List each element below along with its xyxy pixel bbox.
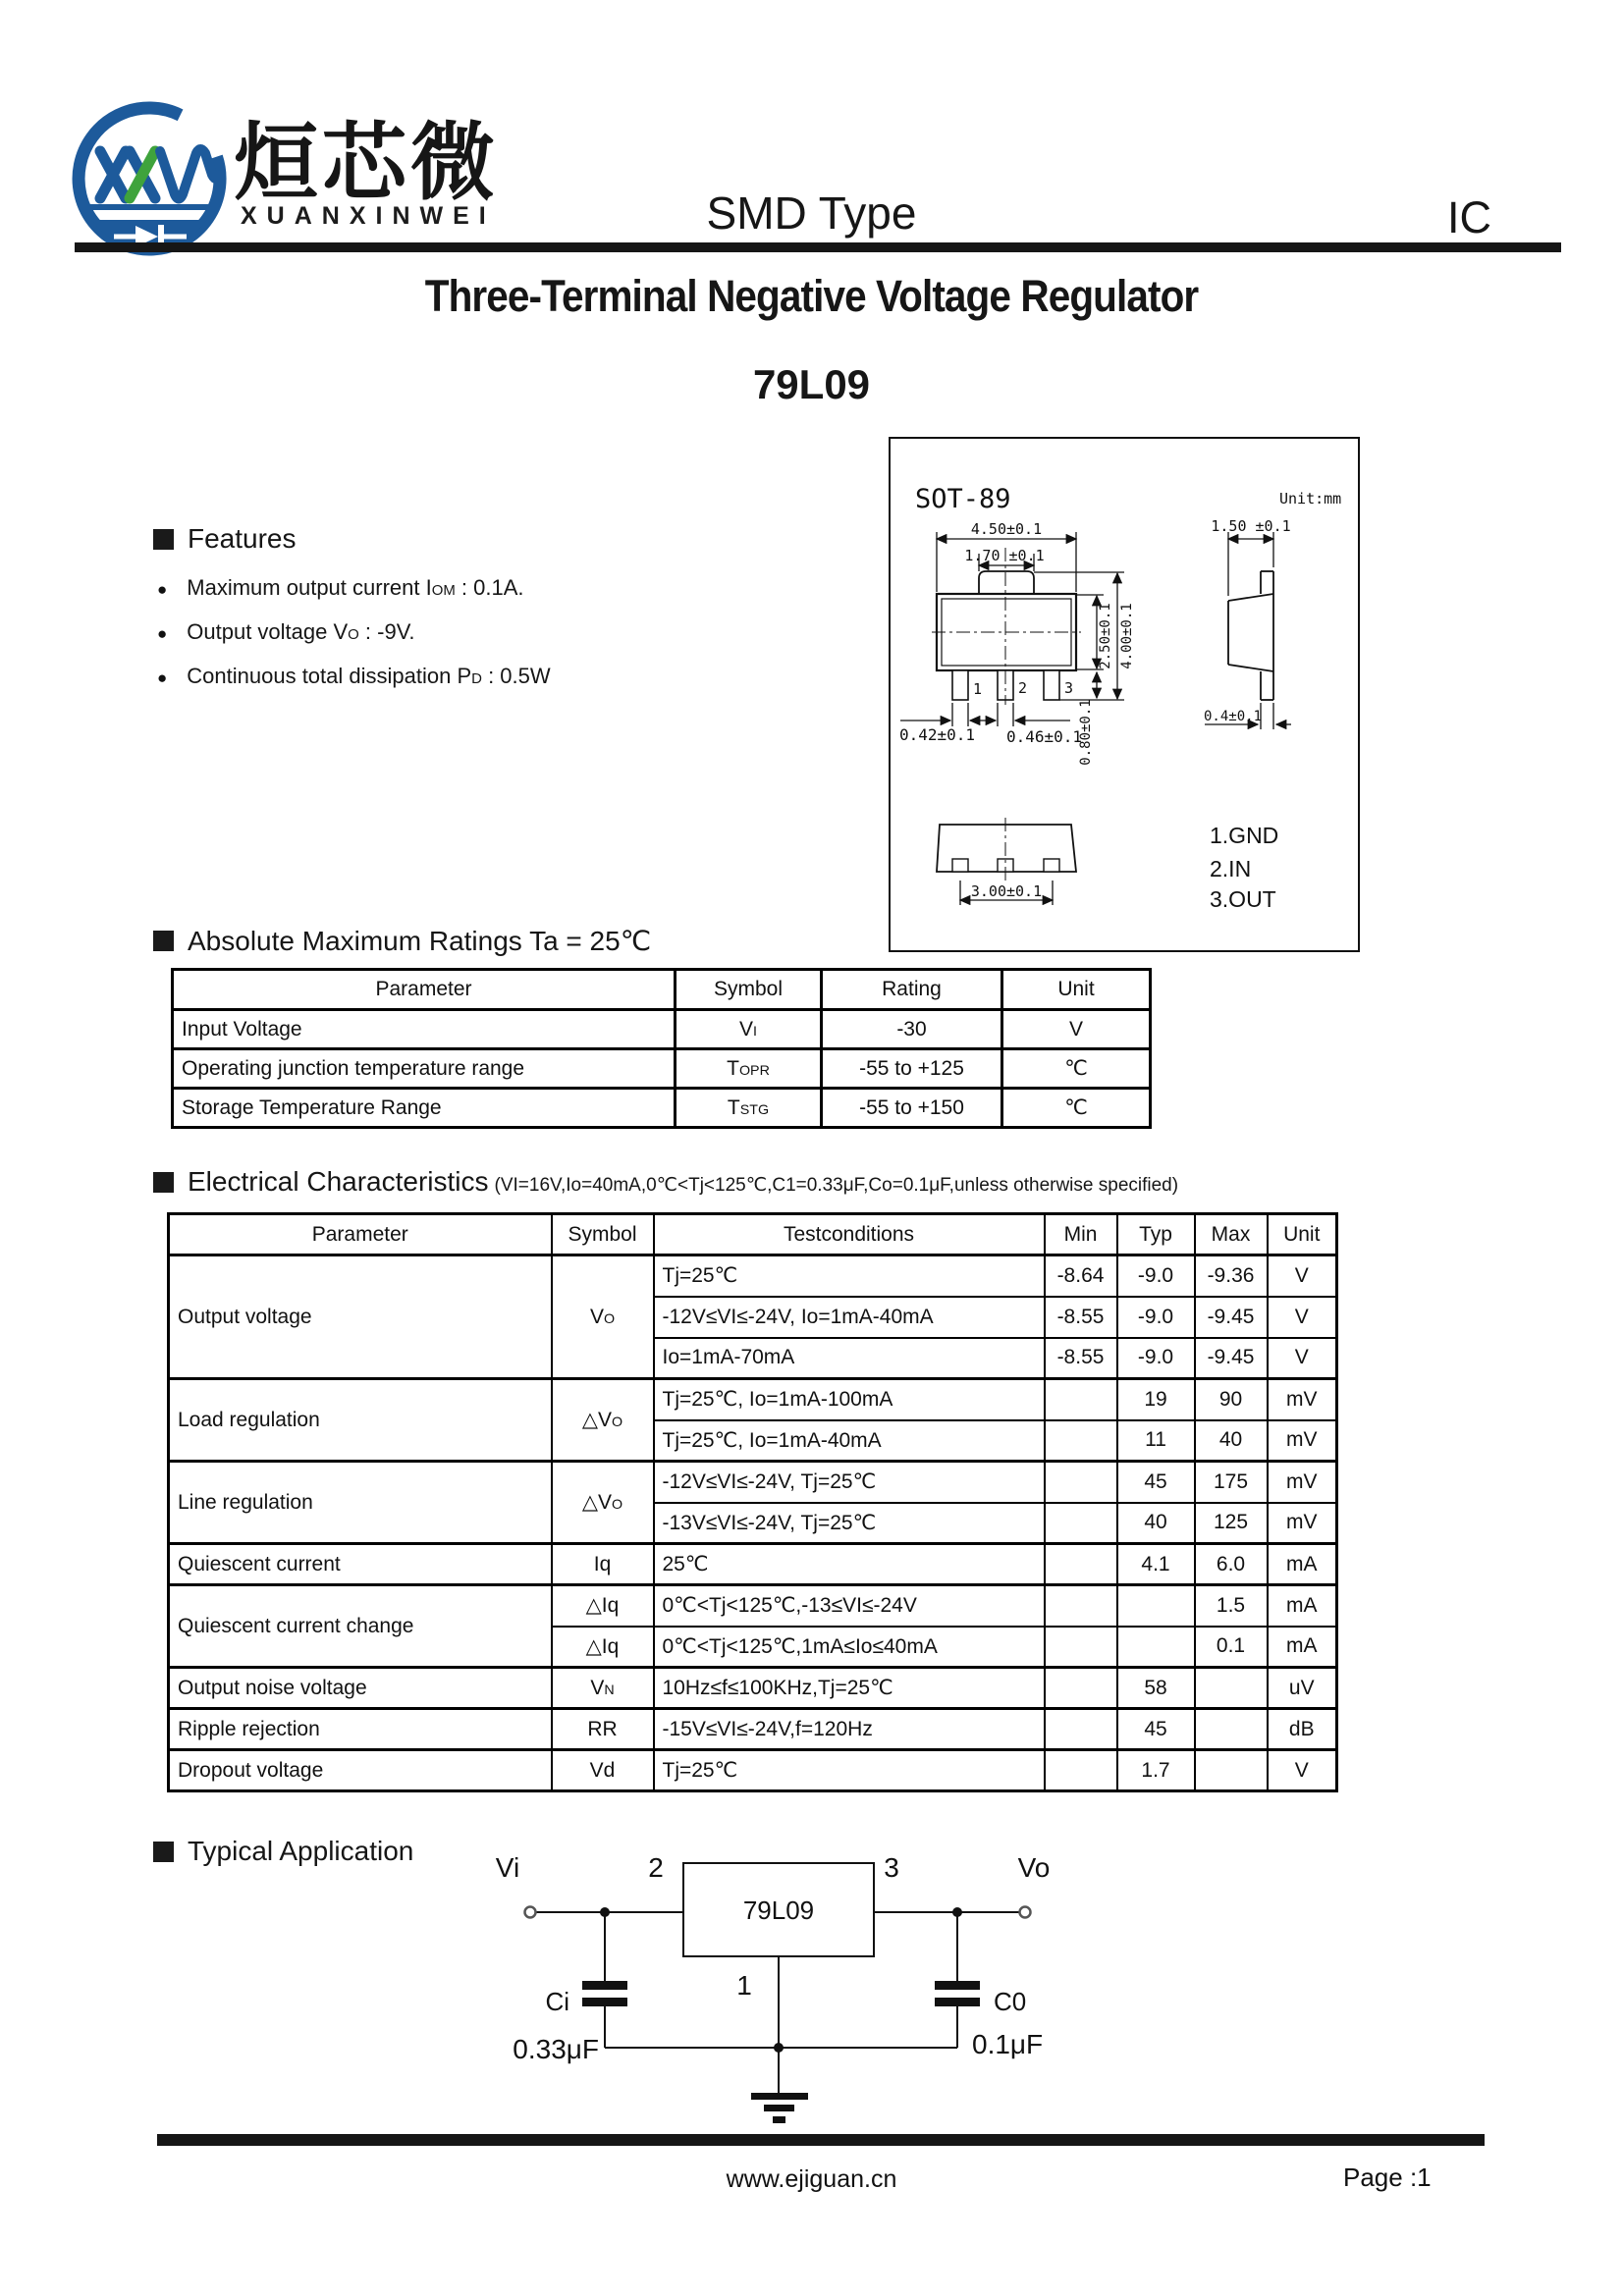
cond-cell: -12V≤VI≤-24V, Tj=25℃ (654, 1462, 1045, 1503)
col-typ: Typ (1117, 1214, 1195, 1255)
dim-body-height: 2.50±0.1 (1098, 603, 1113, 669)
symbol-cell: VN (552, 1668, 654, 1709)
cond-cell: 0℃<Tj<125℃,-13≤VI≤-24V (654, 1585, 1045, 1627)
pinout-gnd: 1.GND (1210, 823, 1279, 848)
min-cell (1045, 1627, 1117, 1668)
section-square-icon (153, 1842, 174, 1862)
package-tab (979, 571, 1034, 594)
rating-cell: -55 to +150 (822, 1089, 1002, 1128)
symbol-cell: △VO (552, 1379, 654, 1462)
header-smd-type: SMD Type (706, 187, 917, 239)
elec-heading: Electrical Characteristics (VI=16V,Io=40mA,0℃<Tj<125℃,C1=0.33μF,Co=0.1μF,unless otherwise specified) (153, 1166, 1178, 1198)
param-cell: Storage Temperature Range (173, 1089, 676, 1128)
symbol-cell: △VO (552, 1462, 654, 1544)
elec-conditions: (VI=16V,Io=40mA,0℃<Tj<125℃,C1=0.33μF,Co=0.1μF,unless otherwise specified) (494, 1175, 1179, 1196)
param-cell: Load regulation (169, 1379, 552, 1462)
typ-cell (1117, 1585, 1195, 1627)
typ-cell: 1.7 (1117, 1750, 1195, 1791)
symbol-cell: TOPR (676, 1049, 822, 1089)
footer-page-number: Page :1 (1343, 2163, 1432, 2192)
section-square-icon (153, 1172, 174, 1193)
ground-symbol (751, 2093, 808, 2123)
unit-cell: mA (1268, 1544, 1337, 1585)
param-cell: Dropout voltage (169, 1750, 552, 1791)
typ-cell: -9.0 (1117, 1297, 1195, 1338)
dim-top-width: 4.50±0.1 (970, 520, 1043, 538)
unit-cell: mA (1268, 1627, 1337, 1668)
typ-cell: 4.1 (1117, 1544, 1195, 1585)
table-row (169, 1462, 1337, 1503)
table-row (169, 1709, 1337, 1750)
symbol-cell: VO (552, 1255, 654, 1379)
bullet-icon: ● (157, 624, 168, 643)
min-cell (1045, 1709, 1117, 1750)
cond-cell: 25℃ (654, 1544, 1045, 1585)
max-cell (1195, 1750, 1268, 1791)
unit-cell: mV (1268, 1420, 1337, 1462)
pin-number-3: 3 (1064, 679, 1074, 697)
param-cell: Quiescent current (169, 1544, 552, 1585)
param-cell: Input Voltage (173, 1010, 676, 1049)
min-cell (1045, 1420, 1117, 1462)
feature-text: Maximum output current IOM : 0.1A. (187, 575, 524, 600)
typ-cell: 19 (1117, 1379, 1195, 1420)
col-symbol: Symbol (552, 1214, 654, 1255)
unit-cell: V (1268, 1297, 1337, 1338)
output-terminal (1020, 1907, 1031, 1918)
max-cell: 0.1 (1195, 1627, 1268, 1668)
ci-name: Ci (545, 1987, 569, 2016)
feature-item (157, 664, 551, 689)
symbol-cell: TSTG (676, 1089, 822, 1128)
typ-cell: 45 (1117, 1462, 1195, 1503)
param-cell: Output voltage (169, 1255, 552, 1379)
col-symbol: Symbol (676, 970, 822, 1010)
typ-cell: -9.0 (1117, 1338, 1195, 1379)
cond-cell: Tj=25℃ (654, 1255, 1045, 1297)
junction-dot (952, 1907, 962, 1917)
min-cell (1045, 1462, 1117, 1503)
min-cell (1045, 1379, 1117, 1420)
elec-table (167, 1212, 1338, 1792)
cond-cell: -12V≤VI≤-24V, Io=1mA-40mA (654, 1297, 1045, 1338)
param-cell: Output noise voltage (169, 1668, 552, 1709)
page-title: Three-Terminal Negative Voltage Regulator (424, 271, 1199, 321)
table-header-row (169, 1214, 1337, 1255)
unit-label: Unit:mm (1279, 490, 1342, 507)
col-unit: Unit (1002, 970, 1151, 1010)
table-row (173, 1010, 1151, 1049)
header-ic-label: IC (1447, 192, 1491, 242)
header-rule (75, 242, 1561, 252)
col-parameter: Parameter (169, 1214, 552, 1255)
table-row (169, 1255, 1337, 1297)
min-cell (1045, 1544, 1117, 1585)
typical-application-heading: Typical Application (153, 1836, 413, 1867)
section-square-icon (153, 931, 174, 951)
vi-label: Vi (495, 1852, 520, 1883)
symbol-cell: Iq (552, 1544, 654, 1585)
cond-cell: Tj=25℃, Io=1mA-100mA (654, 1379, 1045, 1420)
table-row (169, 1379, 1337, 1420)
dim-side-pin: 0.4±0.1 (1204, 709, 1263, 724)
max-cell: 125 (1195, 1503, 1268, 1544)
abs-max-table (171, 968, 1152, 1129)
cond-cell: 10Hz≤f≤100KHz,Tj=25℃ (654, 1668, 1045, 1709)
part-number: 79L09 (752, 361, 871, 407)
unit-cell: mV (1268, 1503, 1337, 1544)
cond-cell: 0℃<Tj<125℃,1mA≤Io≤40mA (654, 1627, 1045, 1668)
col-min: Min (1045, 1214, 1117, 1255)
c0-name: C0 (994, 1987, 1027, 2016)
table-header-row (173, 970, 1151, 1010)
footer-rule (157, 2134, 1485, 2146)
col-max: Max (1195, 1214, 1268, 1255)
capacitor-c0 (935, 1981, 980, 2006)
chip-label: 79L09 (742, 1896, 815, 1925)
col-parameter: Parameter (173, 970, 676, 1010)
company-name-chinese: 烜芯微 (234, 116, 499, 210)
company-name-english: XUANXINWEI (241, 202, 496, 230)
application-circuit (471, 1845, 1100, 2135)
unit-cell: V (1002, 1010, 1151, 1049)
unit-cell: mA (1268, 1585, 1337, 1627)
feature-text: Continuous total dissipation PD : 0.5W (187, 664, 551, 688)
typ-cell: 11 (1117, 1420, 1195, 1462)
junction-dot (774, 2043, 784, 2053)
capacitor-ci (582, 1981, 627, 2006)
table-row (169, 1585, 1337, 1627)
min-cell (1045, 1585, 1117, 1627)
abs-max-heading: Absolute Maximum Ratings Ta = 25℃ (153, 925, 651, 957)
dim-lines-side-top (1228, 532, 1273, 596)
dim-total-height: 4.00±0.1 (1119, 603, 1135, 669)
min-cell: -8.55 (1045, 1338, 1117, 1379)
pin-number-2: 2 (1018, 679, 1028, 697)
cond-cell: -15V≤VI≤-24V,f=120Hz (654, 1709, 1045, 1750)
unit-cell: ℃ (1002, 1089, 1151, 1128)
symbol-cell: △Iq (552, 1585, 654, 1627)
dim-pin-width: 0.42±0.1 (899, 725, 976, 744)
symbol-cell: VI (676, 1010, 822, 1049)
max-cell: -9.45 (1195, 1338, 1268, 1379)
unit-cell: ℃ (1002, 1049, 1151, 1089)
bullet-icon: ● (157, 668, 168, 687)
max-cell: 90 (1195, 1379, 1268, 1420)
pinout-out: 3.OUT (1210, 886, 1276, 912)
param-cell: Quiescent current change (169, 1585, 552, 1668)
pin1-label: 1 (736, 1970, 752, 2001)
unit-cell: dB (1268, 1709, 1337, 1750)
unit-cell: mV (1268, 1462, 1337, 1503)
ci-value: 0.33μF (513, 2034, 599, 2064)
bullet-icon: ● (157, 580, 168, 599)
max-cell: 40 (1195, 1420, 1268, 1462)
footer-url: www.ejiguan.cn (726, 2165, 897, 2193)
max-cell (1195, 1668, 1268, 1709)
c0-value: 0.1μF (972, 2029, 1044, 2059)
min-cell (1045, 1750, 1117, 1791)
features-heading: Features (153, 523, 297, 555)
min-cell (1045, 1503, 1117, 1544)
pin-number-1: 1 (973, 680, 983, 698)
col-unit: Unit (1268, 1214, 1337, 1255)
rating-cell: -55 to +125 (822, 1049, 1002, 1089)
max-cell: -9.45 (1195, 1297, 1268, 1338)
cond-cell: -13V≤VI≤-24V, Tj=25℃ (654, 1503, 1045, 1544)
col-testconditions: Testconditions (654, 1214, 1045, 1255)
unit-cell: V (1268, 1750, 1337, 1791)
cond-cell: Tj=25℃ (654, 1750, 1045, 1791)
dim-bottom-pitch: 3.00±0.1 (970, 882, 1043, 900)
pin2-label: 2 (648, 1852, 664, 1883)
cond-cell: Io=1mA-70mA (654, 1338, 1045, 1379)
unit-cell: mV (1268, 1379, 1337, 1420)
typ-cell: 58 (1117, 1668, 1195, 1709)
symbol-cell: Vd (552, 1750, 654, 1791)
dim-side-width: 1.50 ±0.1 (1211, 517, 1291, 535)
table-row (169, 1544, 1337, 1585)
package-name: SOT-89 (915, 484, 1011, 514)
cond-cell: Tj=25℃, Io=1mA-40mA (654, 1420, 1045, 1462)
param-cell: Line regulation (169, 1462, 552, 1544)
dim-pin-gap: 0.46±0.1 (1006, 727, 1083, 746)
junction-dot (600, 1907, 610, 1917)
feature-text: Output voltage VO : -9V. (187, 619, 415, 644)
max-cell (1195, 1709, 1268, 1750)
table-row (169, 1668, 1337, 1709)
max-cell: -9.36 (1195, 1255, 1268, 1297)
pin3-label: 3 (884, 1852, 899, 1883)
symbol-cell: RR (552, 1709, 654, 1750)
table-row (169, 1750, 1337, 1791)
typ-cell: -9.0 (1117, 1255, 1195, 1297)
rating-cell: -30 (822, 1010, 1002, 1049)
max-cell: 6.0 (1195, 1544, 1268, 1585)
table-row (173, 1049, 1151, 1089)
pinout-in: 2.IN (1210, 856, 1252, 881)
param-cell: Ripple rejection (169, 1709, 552, 1750)
input-terminal (525, 1907, 536, 1918)
min-cell (1045, 1668, 1117, 1709)
param-cell: Operating junction temperature range (173, 1049, 676, 1089)
feature-item (157, 575, 524, 601)
unit-cell: V (1268, 1255, 1337, 1297)
dim-tab-width: 1.70 ±0.1 (964, 547, 1045, 564)
unit-cell: V (1268, 1338, 1337, 1379)
max-cell: 1.5 (1195, 1585, 1268, 1627)
typ-cell: 40 (1117, 1503, 1195, 1544)
dim-pin-length: 0.80±0.1 (1078, 699, 1094, 766)
col-rating: Rating (822, 970, 1002, 1010)
min-cell: -8.55 (1045, 1297, 1117, 1338)
side-view-shape (1228, 571, 1273, 700)
max-cell: 175 (1195, 1462, 1268, 1503)
typ-cell (1117, 1627, 1195, 1668)
vo-label: Vo (1017, 1852, 1051, 1883)
package-outline-figure (889, 437, 1360, 952)
feature-item (157, 619, 414, 645)
table-row (173, 1089, 1151, 1128)
typ-cell: 45 (1117, 1709, 1195, 1750)
section-square-icon (153, 529, 174, 550)
min-cell: -8.64 (1045, 1255, 1117, 1297)
symbol-cell: △Iq (552, 1627, 654, 1668)
unit-cell: uV (1268, 1668, 1337, 1709)
dim-lines-bottom (900, 703, 1070, 726)
